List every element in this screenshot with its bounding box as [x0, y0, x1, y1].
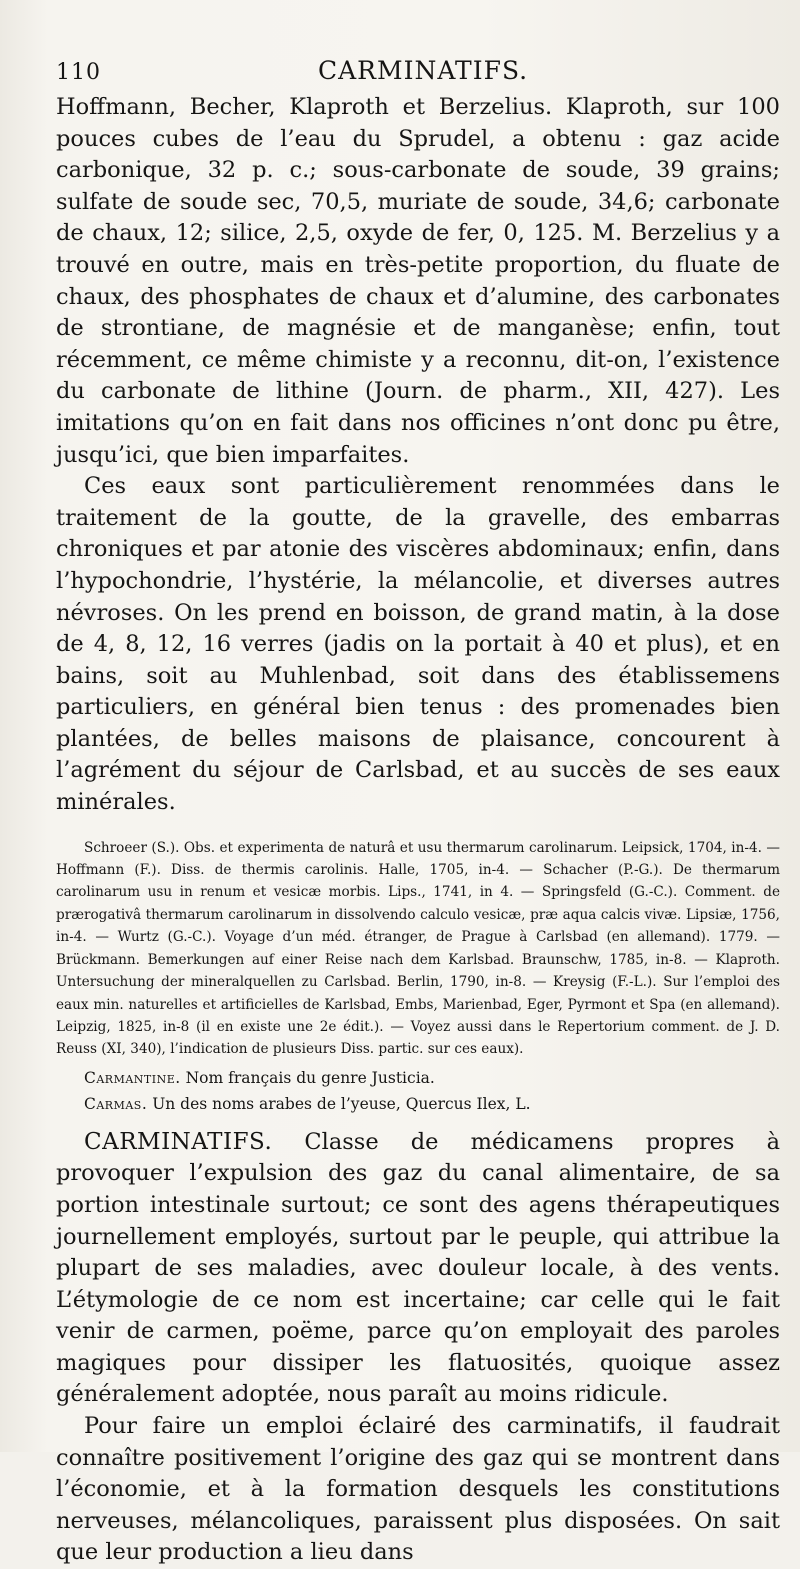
entry-carminatifs	[56, 1127, 780, 1411]
paragraph-final: Pour faire un emploi éclairé des carminatifs, il faudrait connaître positivement l’origine des gaz qui se montrent dans l’économie, et à la formation desquels les constitutions nerveuses, mélancoliques, paraissent plus disposées. On sait que leur production a lieu dans	[56, 1413, 780, 1566]
entry-headword: CARMINATIFS.	[84, 1128, 273, 1155]
entry-carmas	[56, 1091, 780, 1117]
bibliography-references: Schroeer (S.). Obs. et experimenta de naturâ et usu thermarum carolinarum. Leipsick, 1704, in-4. — Hoffmann (F.). Diss. de thermis carolinis. Halle, 1705, in-4. — Schacher (P.-G.). De thermarum carolinarum usu in renum et vesicæ morbis. Lips., 1741, in 4. — Springsfeld (G.-C.). Comment. de prærogativâ thermarum carolinarum in dissolvendo calculo vesicæ, præ aqua calcis vivæ. Lipsiæ, 1756, in-4. — Wurtz (G.-C.). Voyage d’un méd. étranger, de Prague à Carlsbad (en allemand). 1779. — Brückmann. Bemerkungen auf einer Reise nach dem Karlsbad. Braunschw, 1785, in-8. — Klaproth. Untersuchung der mineralquellen zu Carlsbad. Berlin, 1790, in-8. — Kreysig (F.-L.). Sur l’emploi des eaux min. naturelles et artificielles de Karlsbad, Embs, Marienbad, Eger, Pyrmont et Spa (en allemand). Leipzig, 1825, in-8 (il en existe une 2e édit.). — Voyez aussi dans le Repertorium comment. de J. D. Reuss (XI, 340), l’indication de plusieurs Diss. partic. sur ces eaux).	[56, 839, 780, 1058]
entry-carmantine	[56, 1065, 780, 1091]
entry-definition: Un des noms arabes de l’yeuse, Quercus Ilex, L.	[147, 1094, 531, 1113]
entry-term: Carmantine.	[84, 1068, 181, 1087]
page-number: 110	[56, 60, 101, 85]
paragraph-analysis: Hoffmann, Becher, Klaproth et Berzelius. Klaproth, sur 100 pouces cubes de l’eau du Sprudel, a obtenu : gaz acide carbonique, 32 p. c.; sous-carbonate de soude, 39 grains; sulfate de soude sec, 70,5, muriate de soude, 34,6; carbonate de chaux, 12; silice, 2,5, oxyde de fer, 0, 125. M. Berzelius y a trouvé en outre, mais en très-petite proportion, du fluate de chaux, des phosphates de chaux et d’alumine, des carbonates de strontiane, de magnésie et de manganèse; enfin, tout récemment, ce même chimiste y a reconnu, dit-on, l’existence du carbonate de lithine (Journ. de pharm., XII, 427). Les imitations qu’on en fait dans nos officines n’ont donc pu être, jusqu’ici, que bien imparfaites.	[56, 94, 780, 468]
page-header	[56, 52, 780, 92]
entry-definition: Nom français du genre Justicia.	[180, 1068, 435, 1087]
entry-definition: Classe de médicamens propres à provoquer l’expulsion des gaz du canal alimentaire, de sa portion intestinale surtout; ce sont des agens thérapeutiques journellement employés, surtout par le peuple, qui attribue la plupart de ses maladies, avec douleur locale, à des vents. L’étymologie de ce nom est incertaine; car celle qui le fait venir de carmen, poëme, parce qu’on employait des paroles magiques pour dissiper les flatuosités, quoique assez généralement adoptée, nous paraît au moins ridicule.	[56, 1128, 780, 1408]
entry-term: Carmas.	[84, 1094, 148, 1113]
paragraph-therapeutic-use: Ces eaux sont particulièrement renommées dans le traitement de la goutte, de la gravelle, des embarras chroniques et par atonie des viscères abdominaux; enfin, dans l’hypochondrie, l’hystérie, la mélancolie, et diverses autres névroses. On les prend en boisson, de grand matin, à la dose de 4, 8, 12, 16 verres (jadis on la portait à 40 et plus), et en bains, soit au Muhlenbad, soit dans des établissemens particuliers, en général bien tenus : des promenades bien plantées, de belles maisons de plaisance, concourent à l’agrément du séjour de Carlsbad, et au succès de ses eaux minérales.	[56, 473, 780, 816]
running-head: CARMINATIFS.	[318, 56, 529, 85]
